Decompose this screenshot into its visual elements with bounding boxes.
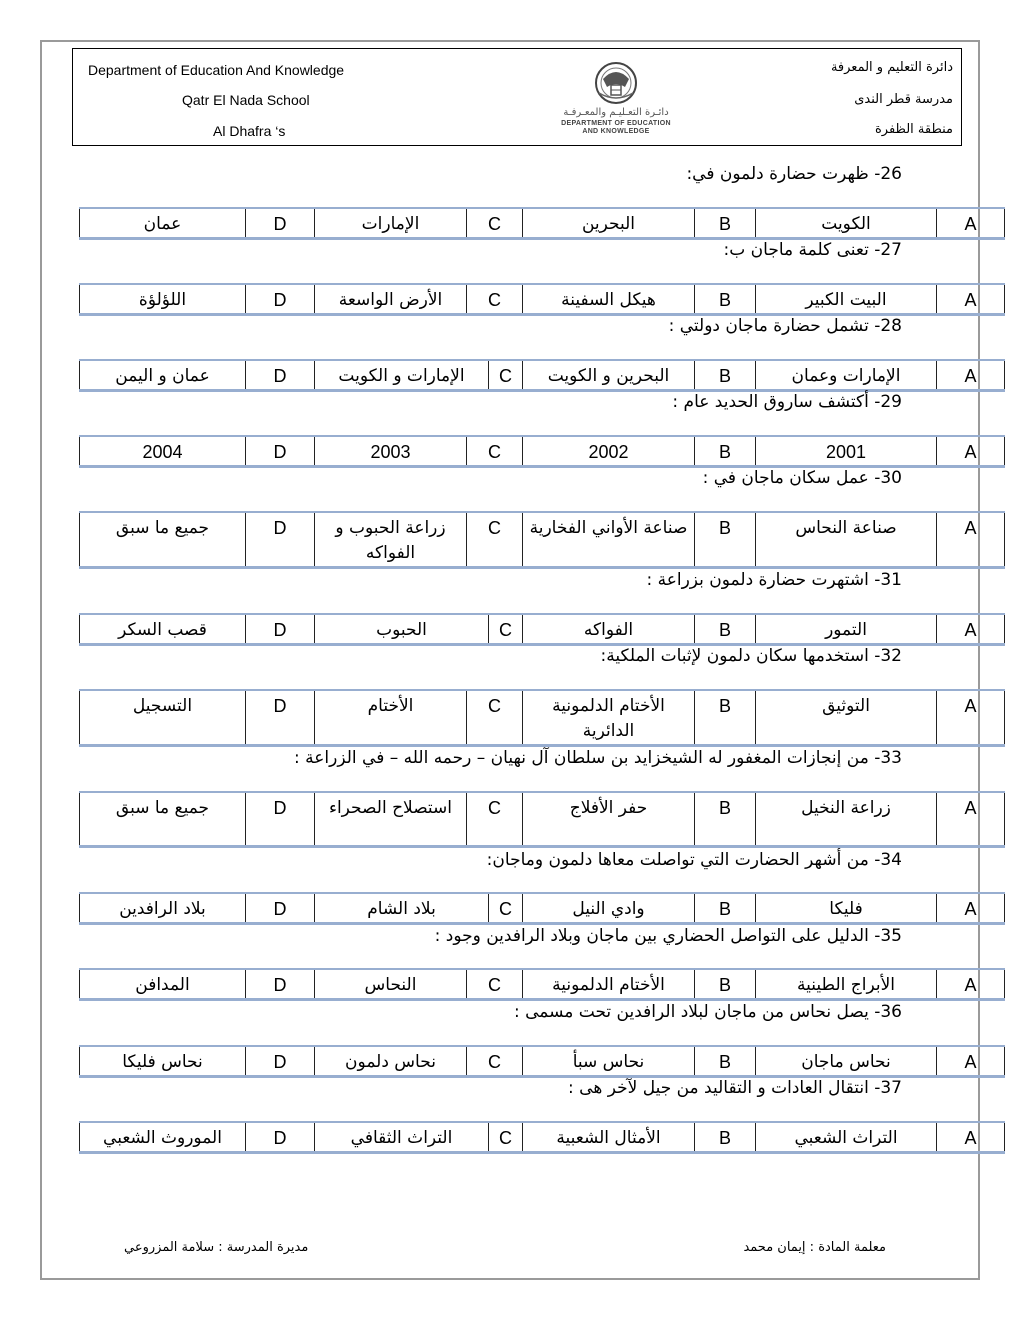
option-c-text[interactable]: الحبوب [315,614,489,645]
option-d-letter: D [246,208,315,239]
option-b-text[interactable]: وادي النيل [523,893,695,924]
option-c-text[interactable]: استصلاح الصحراء [315,792,467,846]
option-d-text[interactable]: نحاس فليكا [80,1046,246,1077]
options-row-34 [79,892,1005,925]
option-a-text[interactable]: التوثيق [756,690,937,746]
options-row-35 [79,968,1005,1001]
option-c-text[interactable]: التراث الثقافي [315,1122,489,1153]
option-b-letter: B [695,969,756,1000]
option-a-letter: A [937,436,1005,467]
option-b-letter: B [695,1122,756,1153]
question-27: 27- تعنى كلمة ماجان ب: [723,240,902,260]
question-29: 29- أكتشف ساروق الحديد عام : [672,392,902,412]
header-ar-department: دائرة التعليم و المعرفة [830,60,953,75]
question-35: 35- الدليل على التواصل الحضاري بين ماجان وبلاد الرافدين وجود : [434,926,902,946]
option-b-text[interactable]: حفر الأفلاج [523,792,695,846]
option-b-text[interactable]: الأمثال الشعبية [523,1122,695,1153]
header-en-school: Qatr El Nada School [182,92,310,108]
option-c-text[interactable]: الأرض الواسعة [315,284,467,315]
option-c-letter: C [467,284,523,315]
option-d-text[interactable]: جميع ما سبق [80,792,246,846]
option-b-text[interactable]: نحاس سبأ [523,1046,695,1077]
question-33: 33- من إنجازات المغفور له الشيخزايد بن سلطان آل نهيان – رحمه الله – في الزراعة : [294,748,902,768]
option-b-letter: B [695,614,756,645]
logo-en-text-2: AND KNOWLEDGE [582,128,650,135]
option-c-text[interactable]: بلاد الشام [315,893,489,924]
option-a-text[interactable]: التمور [756,614,937,645]
option-a-text[interactable]: نحاس ماجان [756,1046,937,1077]
option-b-letter: B [695,1046,756,1077]
options-row-36 [79,1045,1005,1078]
option-b-text[interactable]: هيكل السفينة [523,284,695,315]
option-a-text[interactable]: زراعة النخيل [756,792,937,846]
option-d-text[interactable]: قصب السكر [80,614,246,645]
option-b-letter: B [695,360,756,391]
option-d-text[interactable]: اللؤلؤة [80,284,246,315]
option-b-text[interactable]: الأختام الدلمونية [523,969,695,1000]
option-b-letter: B [695,893,756,924]
question-30: 30- عمل سكان ماجان في : [702,468,902,488]
option-d-text[interactable]: عمان و اليمن [80,360,246,391]
question-26: 26- ظهرت حضارة دلمون في: [686,164,902,184]
option-c-text[interactable]: نحاس دلمون [315,1046,467,1077]
option-d-letter: D [246,436,315,467]
option-b-text[interactable]: الأختام الدلمونية الدائرية [523,690,695,746]
option-a-letter: A [937,512,1005,568]
option-a-text[interactable]: الأبراج الطينية [756,969,937,1000]
option-c-letter: C [467,969,523,1000]
header-en-region: Al Dhafra ‘s [213,123,286,139]
question-31: 31- اشتهرت حضارة دلمون بزراعة : [646,570,902,590]
option-a-letter: A [937,284,1005,315]
footer-teacher: معلمة المادة : إيمان محمد [743,1240,886,1255]
option-c-letter: C [467,436,523,467]
option-c-text[interactable]: النحاس [315,969,467,1000]
option-d-text[interactable]: 2004 [80,436,246,467]
option-b-text[interactable]: البحرين و الكويت [523,360,695,391]
options-row-37 [79,1121,1005,1154]
option-a-text[interactable]: صناعة النحاس [756,512,937,568]
option-c-letter: C [467,1046,523,1077]
options-row-26 [79,207,1005,240]
option-a-text[interactable]: فليكا [756,893,937,924]
options-row-29 [79,435,1005,468]
document-header [72,48,962,146]
option-a-text[interactable]: الإمارات وعمان [756,360,937,391]
option-b-text[interactable]: الفواكه [523,614,695,645]
option-c-text[interactable]: الإمارات و الكويت [315,360,489,391]
question-32: 32- استخدمها سكان دلمون لإثبات الملكية: [600,646,902,666]
option-c-letter: C [467,792,523,846]
options-row-28 [79,359,1005,392]
options-row-30 [79,511,1005,569]
logo-ar-text: دائـرة التعـليـم والمعـرفـة [563,107,669,118]
option-d-text[interactable]: بلاد الرافدين [80,893,246,924]
header-ar-region: منطقة الظفرة [874,122,953,137]
option-a-letter: A [937,208,1005,239]
emblem-icon [551,61,681,107]
logo-en-text-1: DEPARTMENT OF EDUCATION [561,120,671,127]
option-a-text[interactable]: 2001 [756,436,937,467]
option-d-letter: D [246,690,315,746]
option-d-text[interactable]: التسجيل [80,690,246,746]
options-row-27 [79,283,1005,316]
option-b-text[interactable]: صناعة الأواني الفخارية [523,512,695,568]
option-b-letter: B [695,792,756,846]
option-a-letter: A [937,690,1005,746]
option-a-letter: A [937,1122,1005,1153]
footer-principal: مديرة المدرسة : سلامة المزروعي [124,1240,309,1255]
option-a-text[interactable]: التراث الشعبي [756,1122,937,1153]
department-logo [551,61,681,137]
option-c-text[interactable]: زراعة الحبوب و الفواكه [315,512,467,568]
question-36: 36- يصل نحاس من ماجان لبلاد الرافدين تحت مسمى : [513,1002,902,1022]
option-c-letter: C [467,208,523,239]
option-c-text[interactable]: الأختام [315,690,467,746]
option-d-text[interactable]: عمان [80,208,246,239]
option-a-letter: A [937,1046,1005,1077]
question-28: 28- تشمل حضارة ماجان دولتي : [668,316,902,336]
header-en-department: Department of Education And Knowledge [88,62,345,78]
option-d-text[interactable]: الموروث الشعبي [80,1122,246,1153]
option-a-text[interactable]: الكويت [756,208,937,239]
option-b-letter: B [695,436,756,467]
option-d-letter: D [246,792,315,846]
header-ar-school: مدرسة قطر الندى [854,92,953,107]
option-d-letter: D [246,512,315,568]
option-d-text[interactable]: المدافن [80,969,246,1000]
option-d-letter: D [246,893,315,924]
options-row-33 [79,791,1005,848]
option-c-letter: C [489,614,523,645]
option-b-letter: B [695,284,756,315]
option-a-letter: A [937,360,1005,391]
option-a-letter: A [937,614,1005,645]
option-d-letter: D [246,969,315,1000]
option-c-letter: C [489,893,523,924]
option-b-letter: B [695,208,756,239]
option-a-letter: A [937,969,1005,1000]
option-c-letter: C [489,360,523,391]
option-c-text[interactable]: 2003 [315,436,467,467]
option-d-letter: D [246,360,315,391]
option-c-letter: C [489,1122,523,1153]
option-c-letter: C [467,512,523,568]
option-d-text[interactable]: جميع ما سبق [80,512,246,568]
option-b-letter: B [695,512,756,568]
option-b-text[interactable]: البحرين [523,208,695,239]
option-c-text[interactable]: الإمارات [315,208,467,239]
option-b-letter: B [695,690,756,746]
option-d-letter: D [246,614,315,645]
option-d-letter: D [246,1122,315,1153]
option-a-letter: A [937,893,1005,924]
option-a-letter: A [937,792,1005,846]
question-34: 34- من أشهر الحضارت التي تواصلت معاها دلمون وماجان: [486,850,902,870]
options-row-31 [79,613,1005,646]
option-c-letter: C [467,690,523,746]
option-d-letter: D [246,284,315,315]
question-37: 37- انتقال العادات و التقاليد من جيل لآخر هى : [568,1078,902,1098]
option-d-letter: D [246,1046,315,1077]
option-b-text[interactable]: 2002 [523,436,695,467]
option-a-text[interactable]: البيت الكبير [756,284,937,315]
options-row-32 [79,689,1005,747]
